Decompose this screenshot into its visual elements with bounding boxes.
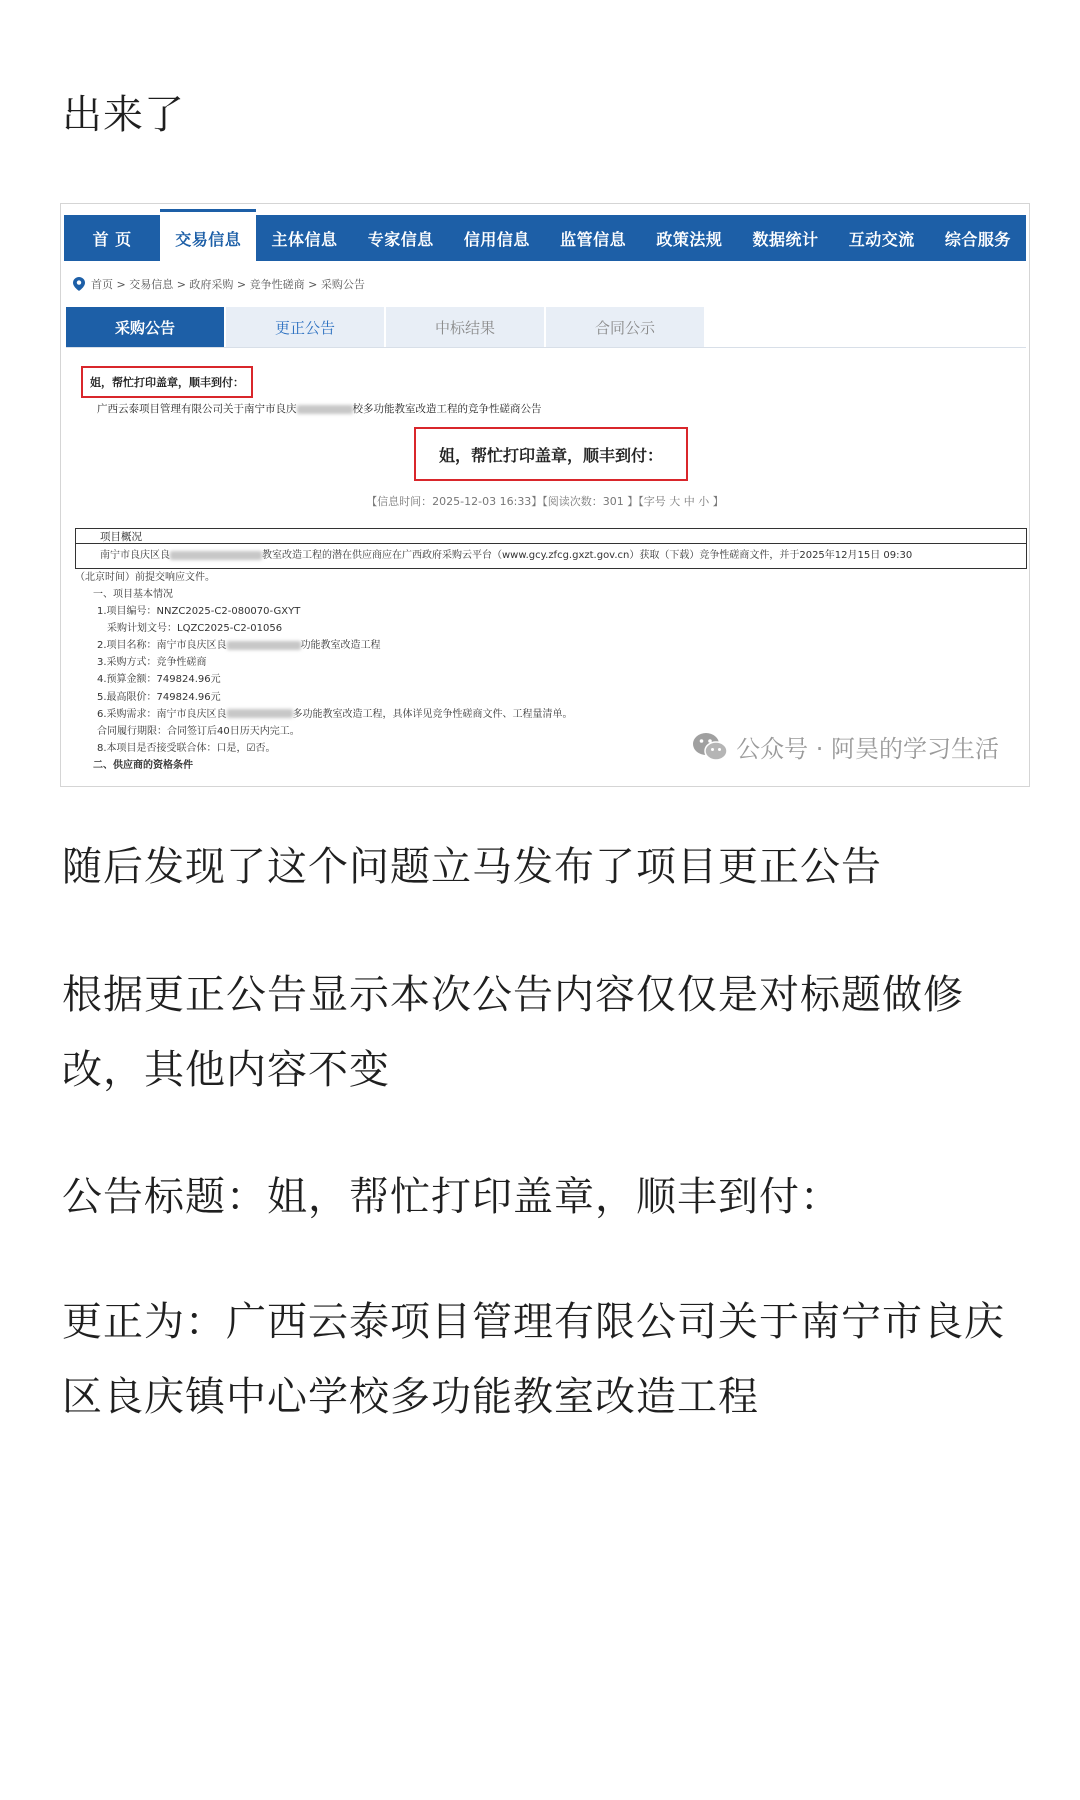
project-info-list [93,586,573,774]
nav-item-stats[interactable]: 数据统计 [752,229,819,249]
notice-subtitle [97,401,542,416]
overview-text [100,546,1020,561]
overview-part-a: 南宁市良庆区良 [100,550,170,561]
overview-part-b: 教室改造工程的潜在供应商应在广西政府采购云平台（www.gcy.zfcg.gxzt.gov.cn）获取（下载）竞争性磋商文件，并于2025年12月15日 09:30 [262,550,913,561]
list-item [97,637,573,654]
nav-item-trade[interactable]: 交易信息 [160,209,256,264]
nav-item-expert[interactable]: 专家信息 [367,229,434,249]
nav-item-credit[interactable]: 信用信息 [463,229,530,249]
subtitle-part-b: 校多功能教室改造工程的竞争性磋商公告 [352,403,542,415]
top-nav [64,215,1026,261]
section-heading: 一、项目基本情况 [93,589,173,600]
item-text: 功能教室改造工程 [300,640,381,652]
redacted-block [170,551,262,560]
project-overview-box [75,528,1027,569]
list-item: 1.项目编号：NNZC2025-C2-080070-GXYT [97,606,301,618]
nav-item-policy[interactable]: 政策法规 [656,229,723,249]
list-item: 采购计划文号：LQZC2025-C2-01056 [107,623,283,635]
list-item [97,706,573,723]
paragraph-corrected-title: 更正为：广西云泰项目管理有限公司关于南宁市良庆区良庆镇中心学校多功能教室改造工程 [62,1299,1005,1420]
list-item: 8.本项目是否接受联合体：口是，☑否。 [97,742,276,754]
breadcrumb-text[interactable]: 首页 > 交易信息 > 政府采购 > 竞争性磋商 > 采购公告 [91,278,365,291]
highlighted-title-large: 姐，帮忙打印盖章，顺丰到付： [414,427,688,481]
item-text: 2.项目名称：南宁市良庆区良 [97,640,227,652]
tab-procurement[interactable]: 采购公告 [66,307,224,347]
subtitle-part-a: 广西云泰项目管理有限公司关于南宁市良庆 [97,403,297,415]
overview-title: 项目概况 [76,529,1026,544]
list-item: 3.采购方式：竞争性磋商 [97,657,207,669]
breadcrumb [73,276,365,292]
redacted-block [227,709,293,718]
list-item: 5.最高限价：749824.96元 [97,691,221,703]
tab-award[interactable]: 中标结果 [386,307,544,347]
tab-correction[interactable]: 更正公告 [226,307,384,347]
intro-text: 出来了 [62,92,185,138]
tab-contract[interactable]: 合同公示 [546,307,704,347]
notice-tabs [66,307,1026,348]
watermark-text: 公众号 · 阿昊的学习生活 [736,735,999,763]
list-item: 合同履行期限：合同签订后40日历天内完工。 [97,725,300,737]
paragraph-original-title: 公告标题：姐，帮忙打印盖章，顺丰到付： [62,1174,841,1220]
wechat-icon [692,732,728,762]
section-heading: 二、供应商的资格条件 [93,759,193,771]
watermark [692,729,999,764]
item-text: 多功能教室改造工程，具体详见竞争性磋商文件、工程量清单。 [292,708,573,720]
redacted-block [297,405,353,414]
highlighted-title-small: 姐，帮忙打印盖章，顺丰到付： [81,366,253,398]
list-item: 4.预算金额：749824.96元 [97,674,221,686]
nav-item-interaction[interactable]: 互动交流 [848,229,915,249]
redacted-block [227,641,301,650]
notice-meta: 【信息时间：2025-12-03 16:33】【阅读次数：301 】【字号 大 中 小 】 [366,495,724,508]
nav-item-services[interactable]: 综合服务 [944,229,1011,249]
paragraph-correction: 随后发现了这个问题立马发布了项目更正公告 [62,844,882,890]
item-text: 6.采购需求：南宁市良庆区良 [97,708,227,720]
embedded-screenshot [60,203,1030,787]
overview-text-cont: （北京时间）前提交响应文件。 [75,572,215,583]
nav-item-entity[interactable]: 主体信息 [271,229,338,249]
nav-item-home[interactable]: 首 页 [92,229,132,249]
paragraph-explanation: 根据更正公告显示本次公告内容仅仅是对标题做修改，其他内容不变 [62,972,964,1093]
location-pin-icon [73,277,85,291]
nav-item-supervision[interactable]: 监管信息 [560,229,627,249]
